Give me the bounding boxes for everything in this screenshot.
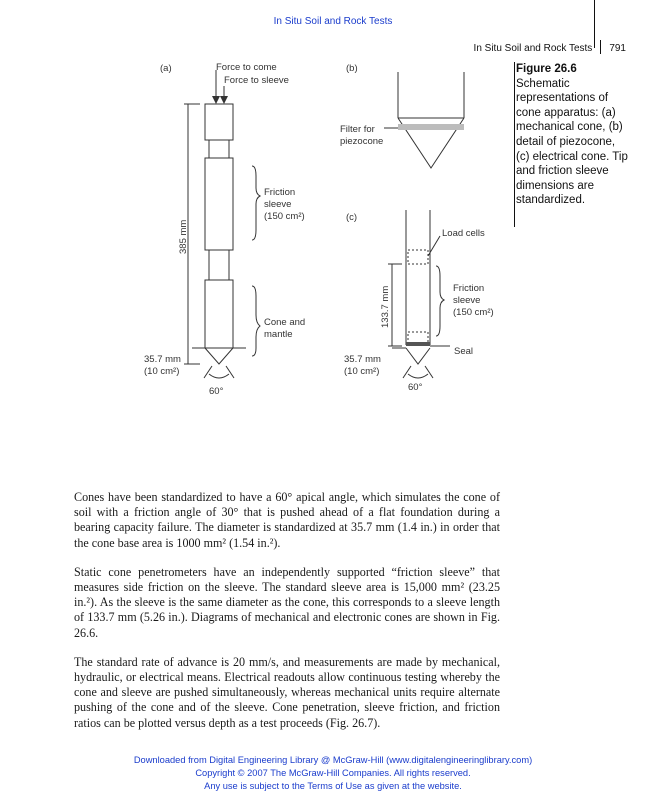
panel-c-label: (c) [346, 212, 358, 223]
a-mantle-line2: mantle [264, 329, 293, 340]
a-friction-line3: (150 cm²) [264, 211, 305, 222]
a-angle-arc [209, 374, 229, 378]
a-force-sleeve-label: Force to sleeve [224, 75, 289, 86]
c-seal-label: Seal [454, 346, 474, 357]
a-sleeve-brace [252, 166, 260, 240]
c-angle-line-r [425, 366, 433, 378]
a-diameter-line2: (10 cm²) [144, 366, 180, 377]
c-friction-line2: sleeve [453, 295, 481, 306]
panel-b-label: (b) [346, 63, 358, 74]
c-diameter-line2: (10 cm²) [344, 366, 380, 377]
b-filter-line1: Filter for [340, 124, 375, 135]
caption-text: Schematic representations of cone apparatus: (a) mechanical cone, (b) detail of piezocone, (c) electrical cone. Tip and friction sleeve dimensions are standardized. [516, 77, 628, 207]
top-link[interactable]: In Situ Soil and Rock Tests [273, 16, 393, 27]
c-angle-line-l [403, 366, 411, 378]
footer [0, 754, 666, 793]
footer-terms-link[interactable]: Any use is subject to the Terms of Use as given at the website. [204, 781, 462, 791]
a-arrowhead-sleeve [220, 96, 228, 104]
figure-caption [516, 62, 628, 208]
caption-title: Figure 26.6 [516, 63, 577, 75]
a-neck [209, 140, 229, 158]
c-angle-label: 60° [408, 382, 423, 393]
a-sleeve-body [205, 158, 233, 250]
a-cone-tip [205, 348, 233, 364]
paragraph: The standard rate of advance is 20 mm/s, and measurements are made by mechanical, hydraulic, or electrical means. Electrical readouts allow continuous testing whereby the cone and sleeve are pushed simultaneously, whereas mechanical units require alternate pushing of the cone and of the sleeve. Cone penetration, sleeve friction, and friction ratios can be plotted versus depth as a test proceeds (Fig. 26.7). [74, 654, 500, 730]
a-mantle-brace [252, 286, 260, 356]
a-diameter-line1: 35.7 mm [144, 354, 181, 365]
caption-rule [514, 62, 515, 227]
a-length-label: 385 mm [178, 219, 189, 254]
a-friction-line1: Friction [264, 187, 296, 198]
a-angle-line-r [226, 366, 234, 378]
a-top-collar [205, 104, 233, 140]
c-load-cells-label: Load cells [442, 228, 485, 239]
b-filter-band [398, 124, 464, 130]
a-mantle-line1: Cone and [264, 317, 306, 328]
c-friction-line1: Friction [453, 283, 485, 294]
c-diameter-line1: 35.7 mm [344, 354, 381, 365]
footer-download-link[interactable]: Downloaded from Digital Engineering Library @ McGraw-Hill (www.digitalengineeringlibrary.com) [133, 755, 533, 765]
a-angle-line-l [204, 366, 212, 378]
a-cone-mantle [205, 280, 233, 348]
page-number: 791 [609, 43, 626, 54]
a-arrowhead-cone [212, 96, 220, 104]
a-lower-neck [209, 250, 229, 280]
c-sleeve-brace [436, 266, 444, 336]
paragraph: Static cone penetrometers have an independently supported “friction sleeve” that measures side friction on the sleeve. The standard sleeve area is 15,000 mm² (23.25 in.²). As the sleeve is the same diameter as the cone, this corresponds to a sleeve length of 133.7 mm (5.26 in.). Diagrams of mechanical and electronic cones are shown in Fig. 26.6. [74, 564, 500, 640]
c-friction-line3: (150 cm²) [453, 307, 494, 318]
c-cone-tip [406, 348, 430, 364]
c-load-cell-upper [408, 250, 428, 264]
b-filter-line2: piezocone [340, 136, 384, 147]
a-angle-label: 60° [209, 386, 224, 397]
body-text [74, 490, 500, 745]
c-length-label: 133.7 mm [380, 285, 391, 328]
a-friction-line2: sleeve [264, 199, 292, 210]
running-title: In Situ Soil and Rock Tests [473, 43, 593, 54]
footer-copyright: Copyright © 2007 The McGraw-Hill Companies. All rights reserved. [195, 768, 471, 778]
c-angle-arc [408, 374, 428, 378]
a-force-cone-label: Force to come [216, 62, 277, 73]
paragraph: Cones have been standardized to have a 60° apical angle, which simulates the cone of soil with a friction angle of 30° that is pushed ahead of a flat foundation during a bearing capacity failure. The diameter is standardized at 35.7 mm (1.4 in.) in order that the cone base area is 1000 mm² (1.54 in.²). [74, 490, 500, 550]
panel-a-label: (a) [160, 63, 172, 74]
c-seal-band [406, 342, 430, 346]
